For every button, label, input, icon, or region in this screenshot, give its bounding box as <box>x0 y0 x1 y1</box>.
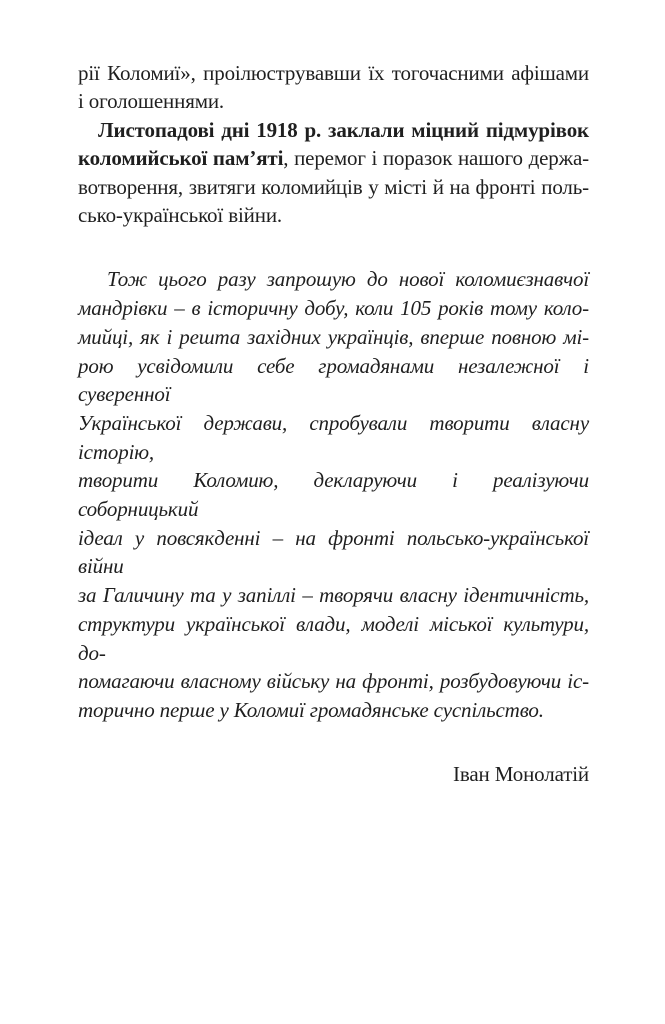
bold-phrase: коломийської пам’яті <box>78 146 284 171</box>
italic-text-line: творити Коломию, декларуючи і реалізуючи соборницький <box>78 468 589 522</box>
body-text-line <box>78 144 589 172</box>
regular-phrase: , перемог і поразок нашого держа- <box>283 146 589 171</box>
body-text-line: вотворення, звитяги коломийців у місті й на фронті поль- <box>78 174 589 199</box>
italic-text-line: мийці, як і решта західних українців, вперше повною мі- <box>78 324 589 349</box>
page-text-block <box>78 59 589 788</box>
italic-text-line: мандрівки – в історичну добу, коли 105 років тому коло- <box>78 296 589 321</box>
body-text-line: і оголошеннями. <box>78 89 225 114</box>
paragraph-continuation <box>78 59 589 116</box>
italic-text-line: Української держави, спробували творити власну історію, <box>78 410 589 464</box>
body-text-line-bold: Листопадові дні 1918 р. заклали міцний підмурівок <box>98 117 589 142</box>
italic-text-line: структури української влади, моделі міської культури, до- <box>78 611 589 665</box>
italic-text-line: торично перше у Коломиї громадянське суспільство. <box>78 697 544 722</box>
italic-text-line: за Галичину та у запіллі – творячи власну ідентичність, <box>78 583 589 608</box>
paragraph-italic <box>78 265 589 724</box>
author-signature: Іван Монолатій <box>453 761 589 786</box>
paragraph-emphasis <box>78 116 589 230</box>
italic-text-line: помагаючи власному війську на фронті, розбудовуючи іс- <box>78 669 589 694</box>
body-text-line: рії Коломиї», проілюструвавши їх тогочасними афішами <box>78 61 589 85</box>
italic-text-line: ідеал у повсякденні – на фронті польсько-української війни <box>78 525 589 579</box>
body-text-line: сько-української війни. <box>78 203 283 228</box>
italic-text-line: Тож цього разу запрошую до нової коломиєзнавчої <box>107 267 589 292</box>
italic-text-line: рою усвідомили себе громадянами незалежної і суверенної <box>78 353 589 407</box>
